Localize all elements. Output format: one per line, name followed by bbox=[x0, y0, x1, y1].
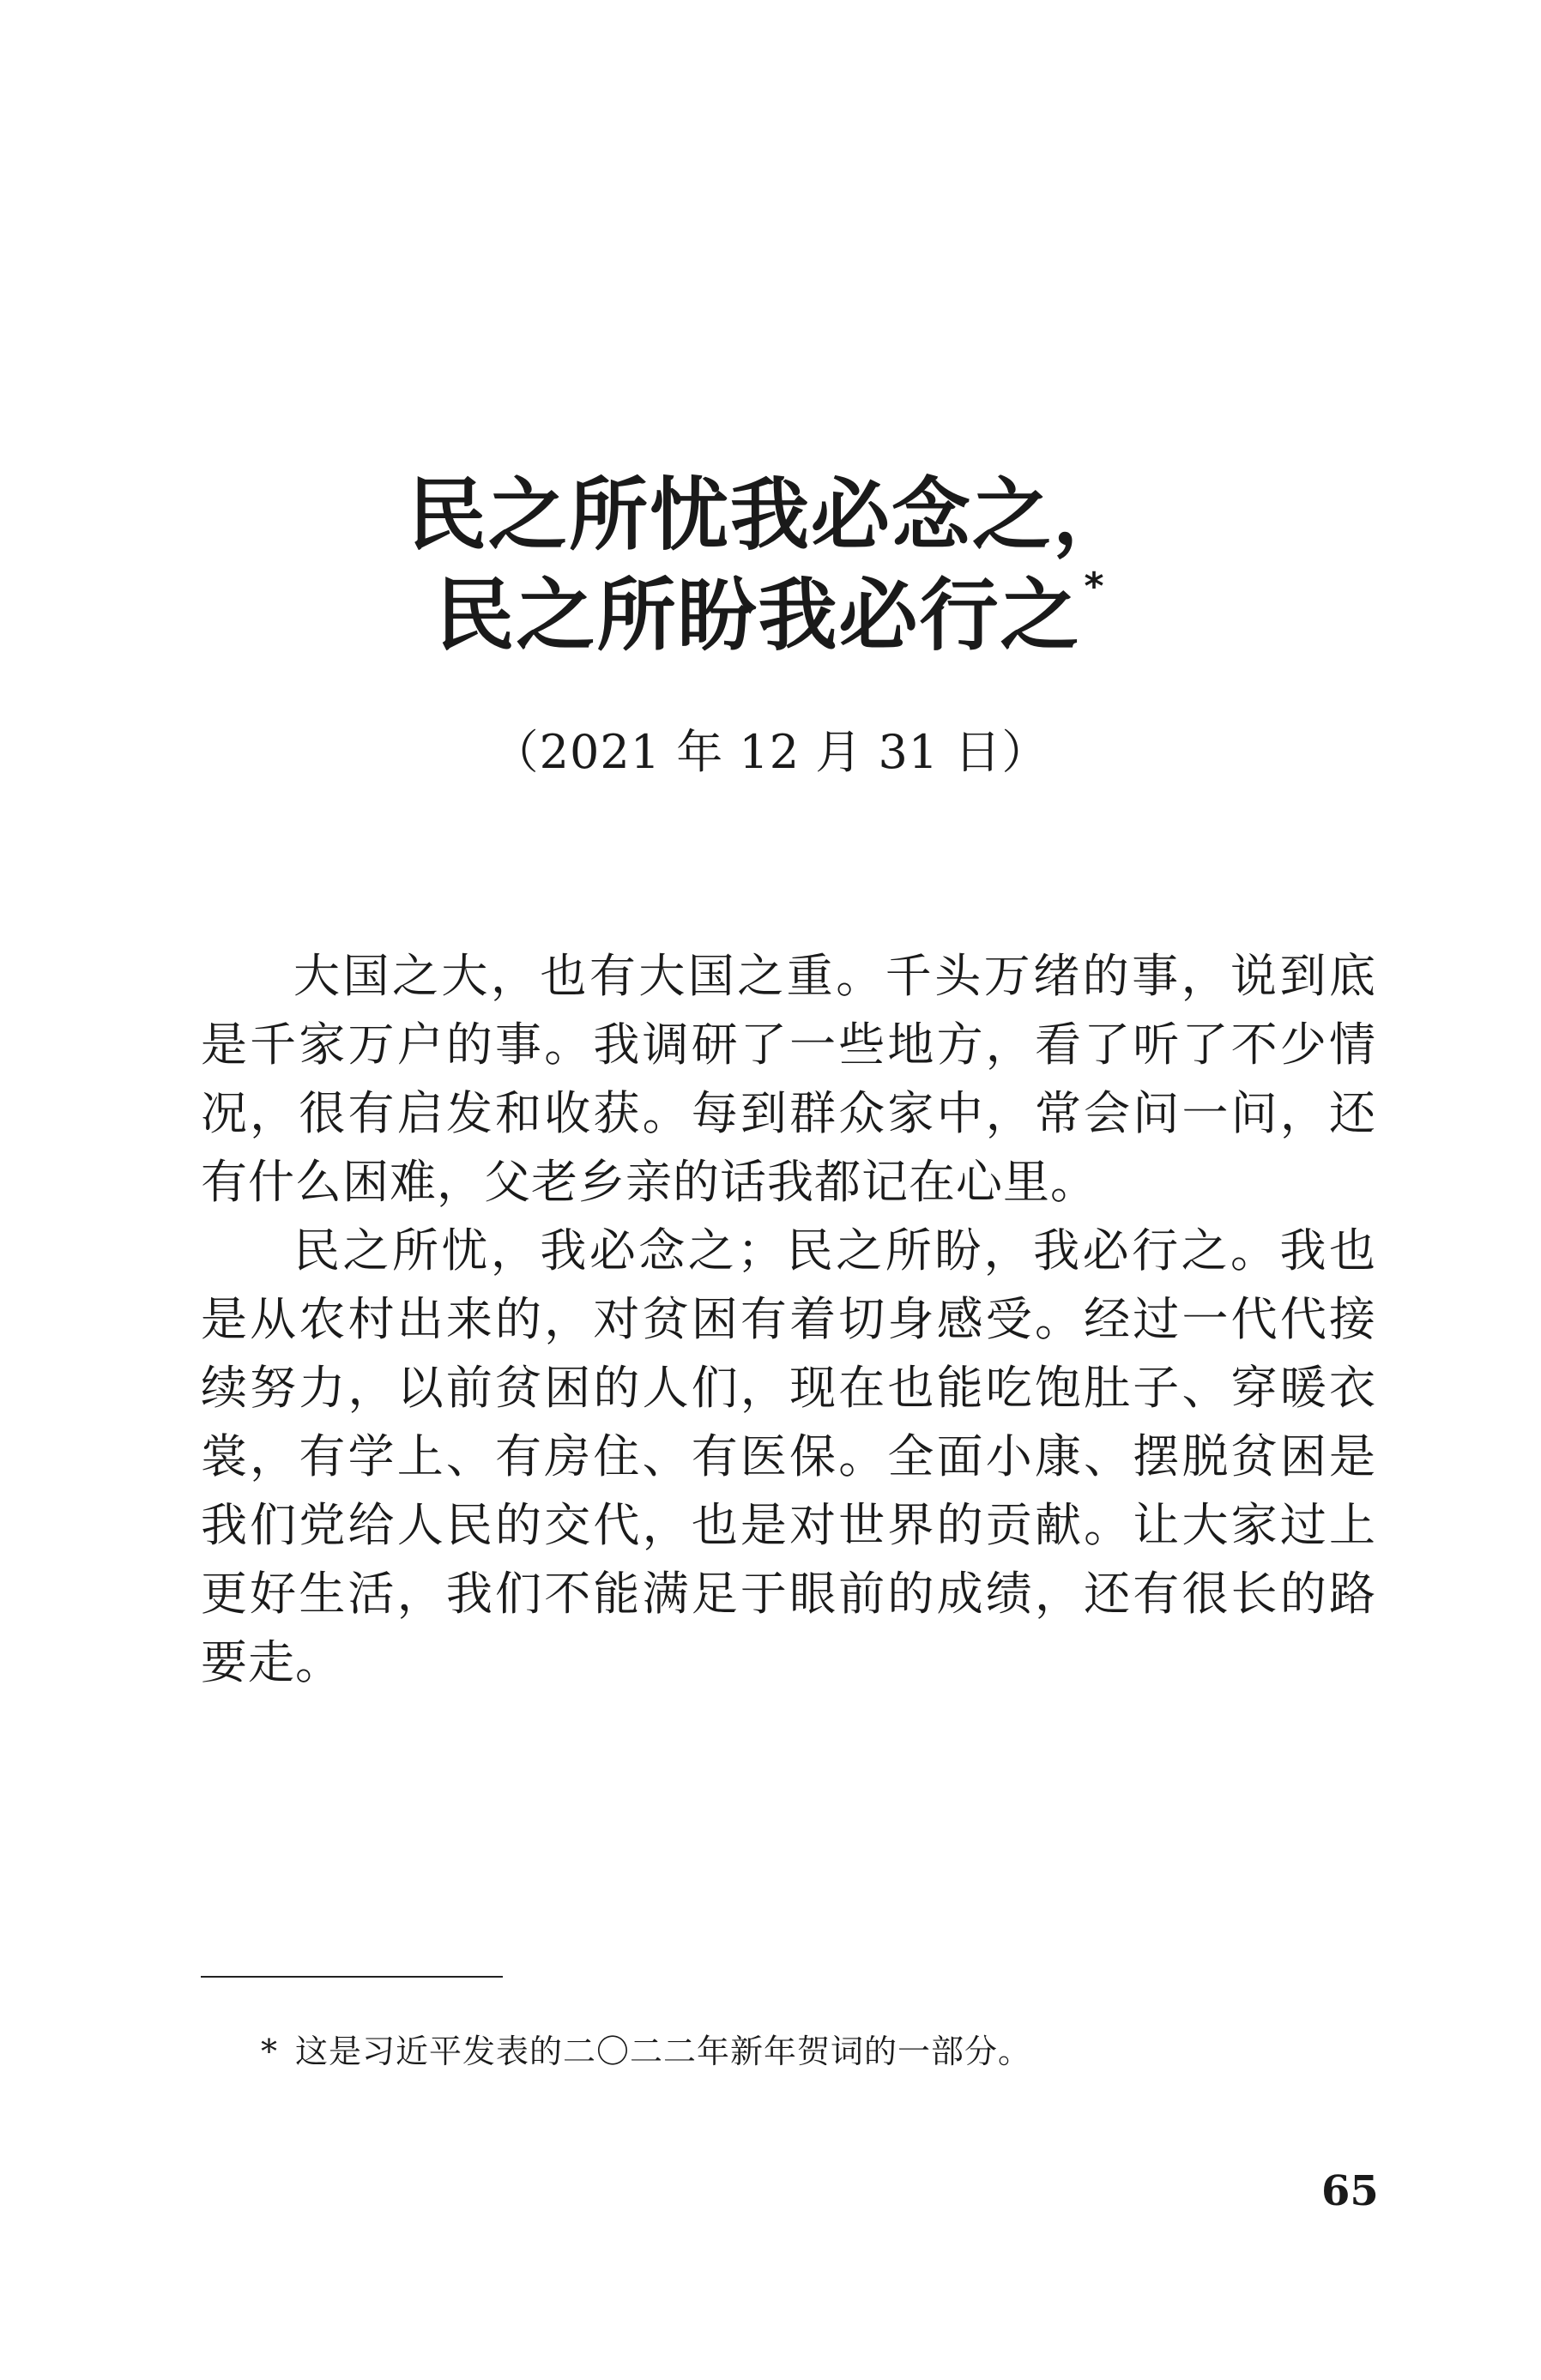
body-text bbox=[201, 942, 1376, 1697]
date-line: （2021 年 12 月 31 日） bbox=[492, 725, 1049, 779]
page-number: 65 bbox=[1321, 2167, 1379, 2215]
title-line-1-text: 民之所忧我必念之， bbox=[407, 469, 1133, 561]
title-line-2 bbox=[0, 565, 1541, 661]
paragraph-2: 民之所忧，我必念之；民之所盼，我必行之。我也是从农村出来的，对贫困有着切身感受。经过一代代接续努力，以前贫困的人们，现在也能吃饱肚子、穿暖衣裳，有学上、有房住、有医保。全面小康、摆脱贫困是我们党给人民的交代，也是对世界的贡献。让大家过上更好生活，我们不能满足于眼前的成绩，还有很长的路要走。 bbox=[201, 1223, 1376, 1689]
paragraph-1: 大国之大，也有大国之重。千头万绪的事，说到底是千家万户的事。我调研了一些地方，看了听了不少情况，很有启发和收获。每到群众家中，常会问一问，还有什么困难，父老乡亲的话我都记在心里。 bbox=[201, 949, 1376, 1209]
footnote-text: 这是习近平发表的二〇二二年新年贺词的一部分。 bbox=[295, 2033, 1032, 2070]
footnote-mark: * bbox=[261, 2033, 278, 2070]
title-line-1 bbox=[0, 469, 1541, 561]
title-line-2-text: 民之所盼我必行之 bbox=[435, 570, 1081, 661]
footnote bbox=[261, 2035, 1031, 2068]
footnote-divider bbox=[201, 1976, 503, 1978]
title-footnote-mark: * bbox=[1084, 565, 1106, 608]
